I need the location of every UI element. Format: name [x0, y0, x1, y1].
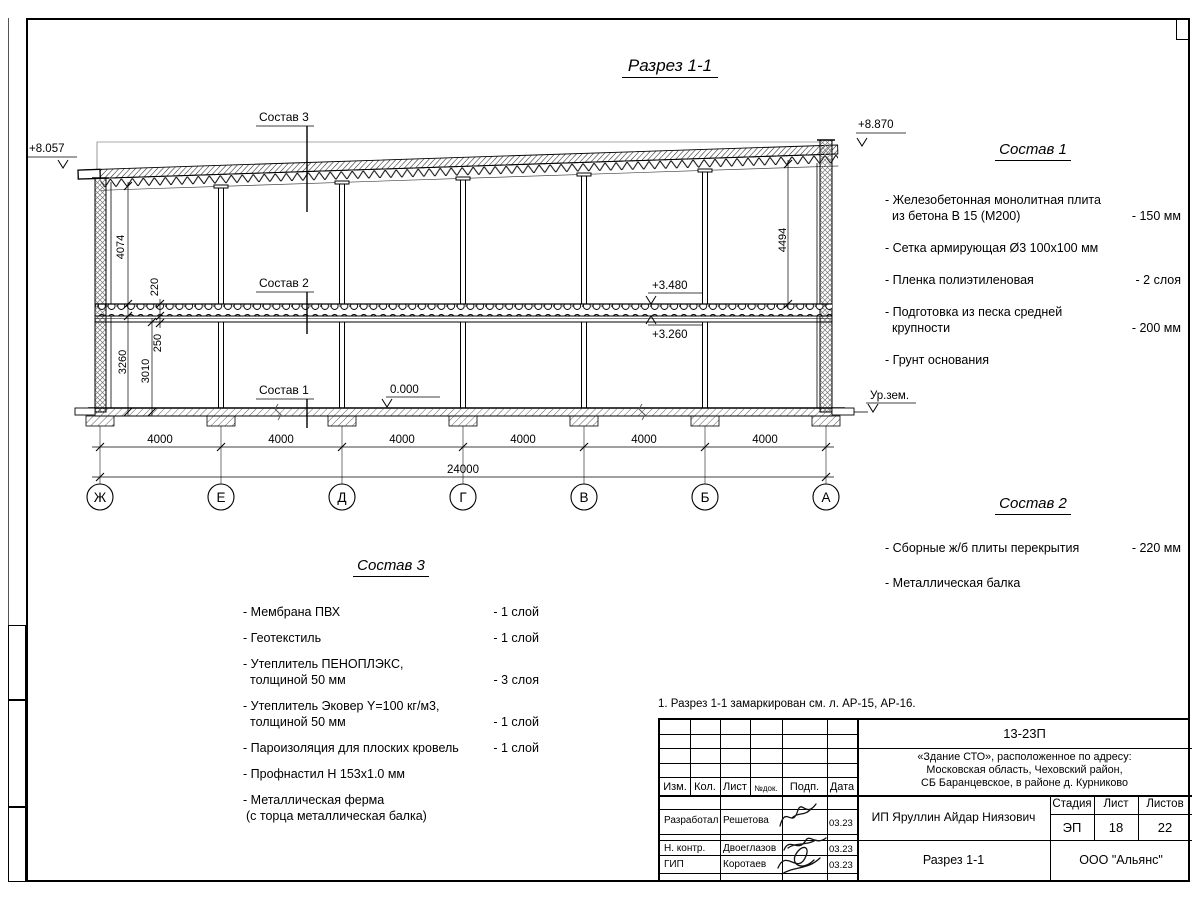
axis-label: Е [216, 490, 226, 505]
tb-name-developer: Решетова [723, 815, 769, 826]
axis-label: В [579, 490, 589, 505]
tb-role-control: Н. контр. [664, 843, 706, 854]
list-item: - Сборные ж/б плиты перекрытия - 220 мм [885, 541, 1181, 555]
tb-role-gip: ГИП [664, 859, 684, 870]
drawing-title: Разрез 1-1 [560, 56, 780, 76]
composition-2-panel [885, 496, 1181, 591]
margin-box-3 [8, 807, 26, 882]
dim-220: 220 [149, 277, 161, 297]
span-dim: 4000 [510, 434, 536, 446]
list-item: - Грунт основания [885, 353, 990, 367]
composition-3-panel [243, 558, 539, 824]
roof-assembly [78, 145, 838, 191]
intermediate-slab [95, 304, 832, 322]
list-item: - Утеплитель ПЕНОПЛЭКС, толщиной 50 мм - 3 слоя [243, 657, 539, 687]
tb-name-gip: Коротаев [723, 859, 767, 870]
axis-bubbles [87, 484, 839, 510]
level-slab-bottom: +3.260 [652, 329, 688, 341]
list-item: - Утеплитель Эковер Y=100 кг/м3, толщиной 50 мм - 1 слой [243, 699, 539, 729]
margin-box-1 [8, 625, 26, 700]
span-dim: 4000 [631, 434, 657, 446]
span-dim: 4000 [147, 434, 173, 446]
dim-3260: 3260 [117, 349, 129, 375]
tb-col-list: Лист [723, 781, 747, 793]
composition-3-title: Состав 3 [243, 558, 539, 574]
span-dim: 4000 [752, 434, 778, 446]
ground-floor [75, 404, 868, 426]
level-left-roof: +8.057 [29, 143, 65, 155]
tb-col-data: Дата [829, 781, 855, 793]
level-slab-top: +3.480 [652, 280, 688, 292]
tb-stage-value: ЭП [1062, 820, 1082, 835]
list-item: - Геотекстиль - 1 слой [243, 631, 539, 645]
callout-sostav3: Состав 3 [259, 110, 309, 124]
list-item: - Железобетонная монолитная плита из бетона В 15 (М200) - 150 мм [885, 193, 1181, 223]
tb-col-podp: Подп. [789, 781, 820, 793]
tb-sheets-label: Листов [1146, 798, 1184, 810]
tb-sheets-value: 22 [1157, 820, 1173, 835]
tb-date-gip: 03.23 [829, 860, 853, 871]
total-dim: 24000 [447, 464, 479, 476]
tb-role-developer: Разработал [664, 815, 719, 826]
axis-label: Б [700, 490, 710, 505]
tb-doc-number: 13-23П [1003, 726, 1046, 741]
tb-col-kol: Кол. [694, 781, 716, 793]
tb-client: ИП Яруллин Айдар Ниязович [871, 810, 1036, 824]
composition-1-title: Состав 1 [885, 142, 1181, 158]
tb-name-control: Двоеглазов [723, 843, 777, 854]
tb-company: ООО "Альянс" [1079, 853, 1163, 867]
tb-date-control: 03.23 [829, 844, 853, 855]
span-dim: 4000 [268, 434, 294, 446]
tb-col-ndok: №док. [754, 784, 778, 793]
list-item: - Подготовка из песка средней крупности - 200 мм [885, 305, 1181, 335]
title-block [658, 718, 1190, 882]
span-dim: 4000 [389, 434, 415, 446]
dim-4494: 4494 [777, 227, 789, 253]
tb-sheet-value: 18 [1108, 820, 1124, 835]
list-item: - Пленка полиэтиленовая - 2 слоя [885, 273, 1181, 287]
composition-1-panel [885, 142, 1181, 368]
axis-label: Г [459, 490, 467, 505]
left-wall [92, 178, 111, 412]
axis-label: Ж [93, 490, 107, 505]
level-floor: 0.000 [390, 384, 419, 396]
list-item: - Металлическая ферма (с торца металлическая балка) [243, 793, 427, 823]
tb-sheet-label: Лист [1103, 798, 1129, 810]
list-item: - Металлическая балка [885, 576, 1021, 590]
callout-sostav2: Состав 2 [259, 276, 309, 290]
composition-2-title: Состав 2 [885, 496, 1181, 512]
callout-sostav1: Состав 1 [259, 383, 309, 397]
level-ground: Ур.зем. [870, 390, 910, 402]
tb-address: «Здание СТО», расположенное по адресу: Московская область, Чеховский район, СБ Баранцевское, в районе д. Курниково [917, 751, 1132, 789]
level-right-roof: +8.870 [858, 119, 894, 131]
dim-250: 250 [152, 333, 164, 353]
tb-col-izm: Изм. [663, 781, 687, 793]
sheet-note: 1. Разрез 1-1 замаркирован см. л. АР-15, АР-16. [658, 698, 916, 710]
dim-4074: 4074 [115, 234, 127, 260]
axis-label: Д [337, 490, 347, 505]
axis-label: А [821, 490, 831, 505]
list-item: - Профнастил Н 153х1.0 мм [243, 767, 406, 781]
right-wall [817, 140, 835, 412]
tb-stage-label: Стадия [1052, 798, 1092, 810]
dim-3010: 3010 [140, 358, 152, 384]
list-item: - Мембрана ПВХ - 1 слой [243, 605, 539, 619]
list-item: - Пароизоляция для плоских кровель - 1 слой [243, 741, 539, 755]
list-item: - Сетка армирующая Ø3 100х100 мм [885, 241, 1099, 255]
margin-box-2 [8, 700, 26, 807]
tb-sheet-title: Разрез 1-1 [922, 853, 985, 867]
tb-date-developer: 03.23 [829, 818, 853, 829]
